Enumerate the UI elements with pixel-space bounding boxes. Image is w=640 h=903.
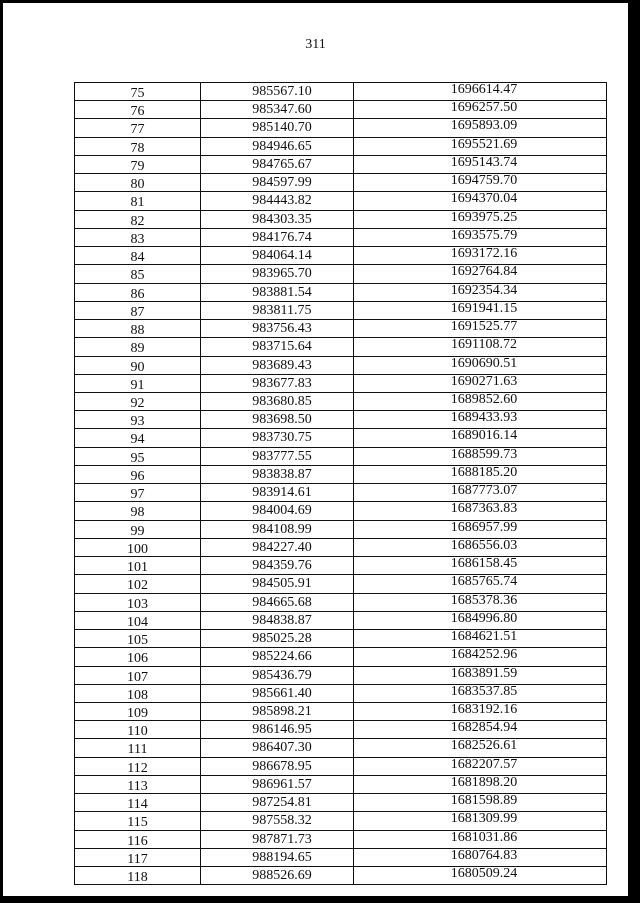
table-row — [75, 648, 607, 666]
point-number-cell: 76 — [75, 101, 201, 118]
x-coordinate-cell: 983881.54 — [201, 284, 354, 301]
page-number: 311 — [305, 37, 326, 52]
point-number-cell: 96 — [75, 466, 201, 483]
point-number-cell: 113 — [75, 776, 201, 793]
point-number-cell: 110 — [75, 721, 201, 738]
point-number-cell: 106 — [75, 648, 201, 665]
point-number-cell: 91 — [75, 375, 201, 392]
table-row — [75, 630, 607, 648]
x-coordinate-cell: 987254.81 — [201, 794, 354, 811]
table-row — [75, 448, 607, 466]
y-coordinate-cell: 1683891.59 — [354, 667, 607, 684]
coordinates-table — [74, 82, 607, 885]
x-coordinate-cell: 984838.87 — [201, 612, 354, 629]
x-coordinate-cell: 984227.40 — [201, 539, 354, 556]
table-row — [75, 739, 607, 757]
x-coordinate-cell: 984064.14 — [201, 247, 354, 264]
y-coordinate-cell: 1694370.04 — [354, 192, 607, 209]
x-coordinate-cell: 984359.76 — [201, 557, 354, 574]
point-number-cell: 114 — [75, 794, 201, 811]
x-coordinate-cell: 985347.60 — [201, 101, 354, 118]
table-row — [75, 174, 607, 192]
table-row — [75, 357, 607, 375]
x-coordinate-cell: 983677.83 — [201, 375, 354, 392]
x-coordinate-cell: 984765.67 — [201, 156, 354, 173]
y-coordinate-cell: 1681898.20 — [354, 776, 607, 793]
y-coordinate-cell: 1689016.14 — [354, 429, 607, 446]
y-coordinate-cell: 1694759.70 — [354, 174, 607, 191]
x-coordinate-cell: 984303.35 — [201, 211, 354, 228]
table-row — [75, 575, 607, 593]
y-coordinate-cell: 1684996.80 — [354, 612, 607, 629]
y-coordinate-cell: 1686158.45 — [354, 557, 607, 574]
x-coordinate-cell: 985224.66 — [201, 648, 354, 665]
table-row — [75, 156, 607, 174]
y-coordinate-cell: 1696257.50 — [354, 101, 607, 118]
x-coordinate-cell: 986407.30 — [201, 739, 354, 756]
point-number-cell: 112 — [75, 758, 201, 775]
point-number-cell: 103 — [75, 594, 201, 611]
point-number-cell: 118 — [75, 867, 201, 884]
table-row — [75, 612, 607, 630]
y-coordinate-cell: 1685765.74 — [354, 575, 607, 592]
x-coordinate-cell: 985898.21 — [201, 703, 354, 720]
x-coordinate-cell: 983914.61 — [201, 484, 354, 501]
table-row — [75, 794, 607, 812]
x-coordinate-cell: 986678.95 — [201, 758, 354, 775]
x-coordinate-cell: 983698.50 — [201, 411, 354, 428]
y-coordinate-cell: 1681598.89 — [354, 794, 607, 811]
table-row — [75, 229, 607, 247]
table-row — [75, 119, 607, 137]
table-row — [75, 721, 607, 739]
table-row — [75, 703, 607, 721]
table-row — [75, 393, 607, 411]
point-number-cell: 117 — [75, 849, 201, 866]
y-coordinate-cell: 1680509.24 — [354, 867, 607, 884]
table-row — [75, 594, 607, 612]
point-number-cell: 89 — [75, 338, 201, 355]
table-row — [75, 192, 607, 210]
table-row — [75, 502, 607, 520]
x-coordinate-cell: 988526.69 — [201, 867, 354, 884]
x-coordinate-cell: 985025.28 — [201, 630, 354, 647]
y-coordinate-cell: 1688599.73 — [354, 448, 607, 465]
point-number-cell: 81 — [75, 192, 201, 209]
x-coordinate-cell: 983965.70 — [201, 265, 354, 282]
x-coordinate-cell: 985567.10 — [201, 83, 354, 100]
point-number-cell: 95 — [75, 448, 201, 465]
x-coordinate-cell: 983811.75 — [201, 302, 354, 319]
y-coordinate-cell: 1693975.25 — [354, 211, 607, 228]
table-row — [75, 411, 607, 429]
table-row — [75, 138, 607, 156]
point-number-cell: 105 — [75, 630, 201, 647]
y-coordinate-cell: 1689433.93 — [354, 411, 607, 428]
point-number-cell: 98 — [75, 502, 201, 519]
point-number-cell: 78 — [75, 138, 201, 155]
table-row — [75, 429, 607, 447]
y-coordinate-cell: 1691525.77 — [354, 320, 607, 337]
y-coordinate-cell: 1682854.94 — [354, 721, 607, 738]
y-coordinate-cell: 1681031.86 — [354, 831, 607, 848]
y-coordinate-cell: 1691108.72 — [354, 338, 607, 355]
y-coordinate-cell: 1682526.61 — [354, 739, 607, 756]
x-coordinate-cell: 986146.95 — [201, 721, 354, 738]
y-coordinate-cell: 1681309.99 — [354, 812, 607, 829]
table-row — [75, 539, 607, 557]
table-row — [75, 849, 607, 867]
table-row — [75, 247, 607, 265]
point-number-cell: 109 — [75, 703, 201, 720]
y-coordinate-cell: 1682207.57 — [354, 758, 607, 775]
x-coordinate-cell: 984597.99 — [201, 174, 354, 191]
table-row — [75, 812, 607, 830]
x-coordinate-cell: 984665.68 — [201, 594, 354, 611]
table-row — [75, 776, 607, 794]
point-number-cell: 111 — [75, 739, 201, 756]
x-coordinate-cell: 985661.40 — [201, 685, 354, 702]
y-coordinate-cell: 1690690.51 — [354, 357, 607, 374]
y-coordinate-cell: 1695893.09 — [354, 119, 607, 136]
table-row — [75, 466, 607, 484]
point-number-cell: 107 — [75, 667, 201, 684]
y-coordinate-cell: 1686957.99 — [354, 521, 607, 538]
point-number-cell: 90 — [75, 357, 201, 374]
x-coordinate-cell: 983715.64 — [201, 338, 354, 355]
x-coordinate-cell: 983689.43 — [201, 357, 354, 374]
table-row — [75, 211, 607, 229]
table-row — [75, 521, 607, 539]
x-coordinate-cell: 984176.74 — [201, 229, 354, 246]
point-number-cell: 80 — [75, 174, 201, 191]
x-coordinate-cell: 984443.82 — [201, 192, 354, 209]
point-number-cell: 93 — [75, 411, 201, 428]
point-number-cell: 77 — [75, 119, 201, 136]
table-row — [75, 685, 607, 703]
table-row — [75, 320, 607, 338]
y-coordinate-cell: 1687773.07 — [354, 484, 607, 501]
document-page — [3, 3, 628, 896]
x-coordinate-cell: 983838.87 — [201, 466, 354, 483]
point-number-cell: 82 — [75, 211, 201, 228]
y-coordinate-cell: 1680764.83 — [354, 849, 607, 866]
table-row — [75, 284, 607, 302]
point-number-cell: 99 — [75, 521, 201, 538]
point-number-cell: 79 — [75, 156, 201, 173]
point-number-cell: 86 — [75, 284, 201, 301]
y-coordinate-cell: 1692764.84 — [354, 265, 607, 282]
x-coordinate-cell: 987871.73 — [201, 831, 354, 848]
y-coordinate-cell: 1684621.51 — [354, 630, 607, 647]
point-number-cell: 108 — [75, 685, 201, 702]
y-coordinate-cell: 1683192.16 — [354, 703, 607, 720]
point-number-cell: 101 — [75, 557, 201, 574]
x-coordinate-cell: 983730.75 — [201, 429, 354, 446]
x-coordinate-cell: 986961.57 — [201, 776, 354, 793]
point-number-cell: 84 — [75, 247, 201, 264]
point-number-cell: 97 — [75, 484, 201, 501]
y-coordinate-cell: 1688185.20 — [354, 466, 607, 483]
y-coordinate-cell: 1696614.47 — [354, 83, 607, 100]
x-coordinate-cell: 984946.65 — [201, 138, 354, 155]
point-number-cell: 75 — [75, 83, 201, 100]
x-coordinate-cell: 983777.55 — [201, 448, 354, 465]
y-coordinate-cell: 1684252.96 — [354, 648, 607, 665]
point-number-cell: 116 — [75, 831, 201, 848]
table-row — [75, 265, 607, 283]
y-coordinate-cell: 1693172.16 — [354, 247, 607, 264]
x-coordinate-cell: 984004.69 — [201, 502, 354, 519]
table-row — [75, 667, 607, 685]
table-row — [75, 831, 607, 849]
x-coordinate-cell: 983756.43 — [201, 320, 354, 337]
table-row — [75, 867, 607, 885]
point-number-cell: 88 — [75, 320, 201, 337]
x-coordinate-cell: 985436.79 — [201, 667, 354, 684]
point-number-cell: 92 — [75, 393, 201, 410]
x-coordinate-cell: 984108.99 — [201, 521, 354, 538]
table-row — [75, 557, 607, 575]
x-coordinate-cell: 983680.85 — [201, 393, 354, 410]
table-row — [75, 375, 607, 393]
y-coordinate-cell: 1692354.34 — [354, 284, 607, 301]
point-number-cell: 85 — [75, 265, 201, 282]
y-coordinate-cell: 1693575.79 — [354, 229, 607, 246]
point-number-cell: 104 — [75, 612, 201, 629]
point-number-cell: 100 — [75, 539, 201, 556]
point-number-cell: 102 — [75, 575, 201, 592]
point-number-cell: 94 — [75, 429, 201, 446]
x-coordinate-cell: 985140.70 — [201, 119, 354, 136]
y-coordinate-cell: 1695143.74 — [354, 156, 607, 173]
y-coordinate-cell: 1683537.85 — [354, 685, 607, 702]
point-number-cell: 83 — [75, 229, 201, 246]
table-row — [75, 758, 607, 776]
y-coordinate-cell: 1695521.69 — [354, 138, 607, 155]
x-coordinate-cell: 984505.91 — [201, 575, 354, 592]
point-number-cell: 115 — [75, 812, 201, 829]
table-row — [75, 338, 607, 356]
table-row — [75, 83, 607, 101]
x-coordinate-cell: 987558.32 — [201, 812, 354, 829]
y-coordinate-cell: 1690271.63 — [354, 375, 607, 392]
x-coordinate-cell: 988194.65 — [201, 849, 354, 866]
y-coordinate-cell: 1691941.15 — [354, 302, 607, 319]
y-coordinate-cell: 1686556.03 — [354, 539, 607, 556]
table-row — [75, 101, 607, 119]
y-coordinate-cell: 1685378.36 — [354, 594, 607, 611]
table-row — [75, 302, 607, 320]
y-coordinate-cell: 1689852.60 — [354, 393, 607, 410]
point-number-cell: 87 — [75, 302, 201, 319]
y-coordinate-cell: 1687363.83 — [354, 502, 607, 519]
table-row — [75, 484, 607, 502]
